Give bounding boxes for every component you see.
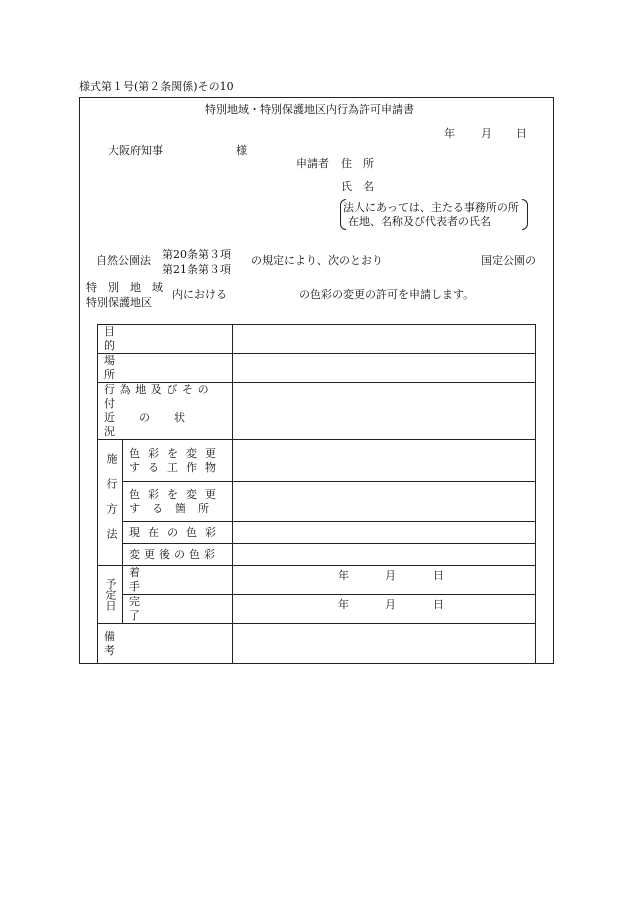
request-text: の色彩の変更の許可を申請します。 xyxy=(299,288,475,301)
new-color-text: 変更後の色彩 xyxy=(129,547,219,561)
honorific: 様 xyxy=(236,144,247,157)
within-text: 内における xyxy=(172,288,227,301)
location-value[interactable] xyxy=(233,354,536,383)
corporation-note-line2: 在地、名称及び代表者の氏名 xyxy=(348,215,491,228)
structure-value[interactable] xyxy=(233,440,536,482)
row-purpose xyxy=(98,325,536,354)
current-color-text: 現在の色彩 xyxy=(129,525,224,539)
structure-label xyxy=(123,440,233,482)
new-color-value[interactable] xyxy=(233,544,536,566)
purpose-label xyxy=(98,325,233,354)
row-location xyxy=(98,354,536,383)
date-year-label: 年 xyxy=(444,127,455,140)
row-structure xyxy=(98,440,536,482)
completion-month: 月 xyxy=(385,598,396,611)
conditions-line1: 行為地及びその付 xyxy=(104,383,214,410)
remarks-label xyxy=(98,624,233,664)
part-value[interactable] xyxy=(233,482,536,522)
completion-day: 日 xyxy=(433,598,444,611)
park-type: 国定公園の xyxy=(481,254,536,267)
law-name: 自然公園法 xyxy=(96,254,151,267)
start-text: 着手 xyxy=(129,566,223,593)
row-part xyxy=(98,482,536,522)
zone-special-protection: 特別保護地区 xyxy=(86,296,152,309)
row-new-color xyxy=(98,544,536,566)
current-color-value[interactable] xyxy=(233,522,536,544)
remarks-value[interactable] xyxy=(233,624,536,664)
start-date-value[interactable] xyxy=(233,566,536,595)
conditions-label xyxy=(98,383,233,440)
location-text: 場所 xyxy=(104,354,219,381)
form-number: 様式第１号(第２条関係)その10 xyxy=(79,80,234,93)
article-21: 第21条第３項 xyxy=(162,263,231,276)
completion-text: 完了 xyxy=(129,595,223,622)
completion-year: 年 xyxy=(338,598,349,611)
addressee: 大阪府知事 xyxy=(108,144,163,157)
row-current-color xyxy=(98,522,536,544)
conditions-value[interactable] xyxy=(233,383,536,440)
current-color-label xyxy=(123,522,233,544)
remarks-text: 備考 xyxy=(104,629,219,657)
row-completion xyxy=(98,595,536,624)
start-day: 日 xyxy=(433,569,444,582)
date-day-label: 日 xyxy=(516,127,527,140)
part-line2: する箇所 xyxy=(129,501,221,515)
completion-label xyxy=(123,595,233,624)
row-remarks xyxy=(98,624,536,664)
start-year: 年 xyxy=(338,569,349,582)
address-label: 住 所 xyxy=(341,157,374,170)
new-color-label xyxy=(123,544,233,566)
method-vertical-text: 施行方法 xyxy=(105,452,118,553)
application-table xyxy=(97,324,536,664)
start-label xyxy=(123,566,233,595)
structure-line1: 色彩を変更 xyxy=(129,446,224,460)
row-start xyxy=(98,566,536,595)
name-label: 氏 名 xyxy=(341,180,374,193)
purpose-value[interactable] xyxy=(233,325,536,354)
structure-line2: する工作物 xyxy=(129,460,224,474)
article-20: 第20条第３項 xyxy=(162,248,231,261)
part-line1: 色彩を変更 xyxy=(129,487,224,501)
applicant-label: 申請者 xyxy=(296,157,329,170)
method-group-label xyxy=(98,440,123,566)
part-label xyxy=(123,482,233,522)
corporation-note-line1: 法人にあっては、主たる事務所の所 xyxy=(343,201,519,214)
date-month-label: 月 xyxy=(481,127,492,140)
conditions-line2: 近の状況 xyxy=(104,411,209,438)
form-title: 特別地域・特別保護地区内行為許可申請書 xyxy=(205,103,414,116)
scheduled-vertical-text: 予定日 xyxy=(104,578,117,611)
provision-text: の規定により、次のとおり xyxy=(251,254,383,267)
scheduled-group-label xyxy=(98,566,123,624)
purpose-text: 目的 xyxy=(104,325,219,352)
zone-special-area: 特 別 地 域 xyxy=(86,281,163,294)
row-conditions xyxy=(98,383,536,440)
completion-date-value[interactable] xyxy=(233,595,536,624)
location-label xyxy=(98,354,233,383)
start-month: 月 xyxy=(385,569,396,582)
